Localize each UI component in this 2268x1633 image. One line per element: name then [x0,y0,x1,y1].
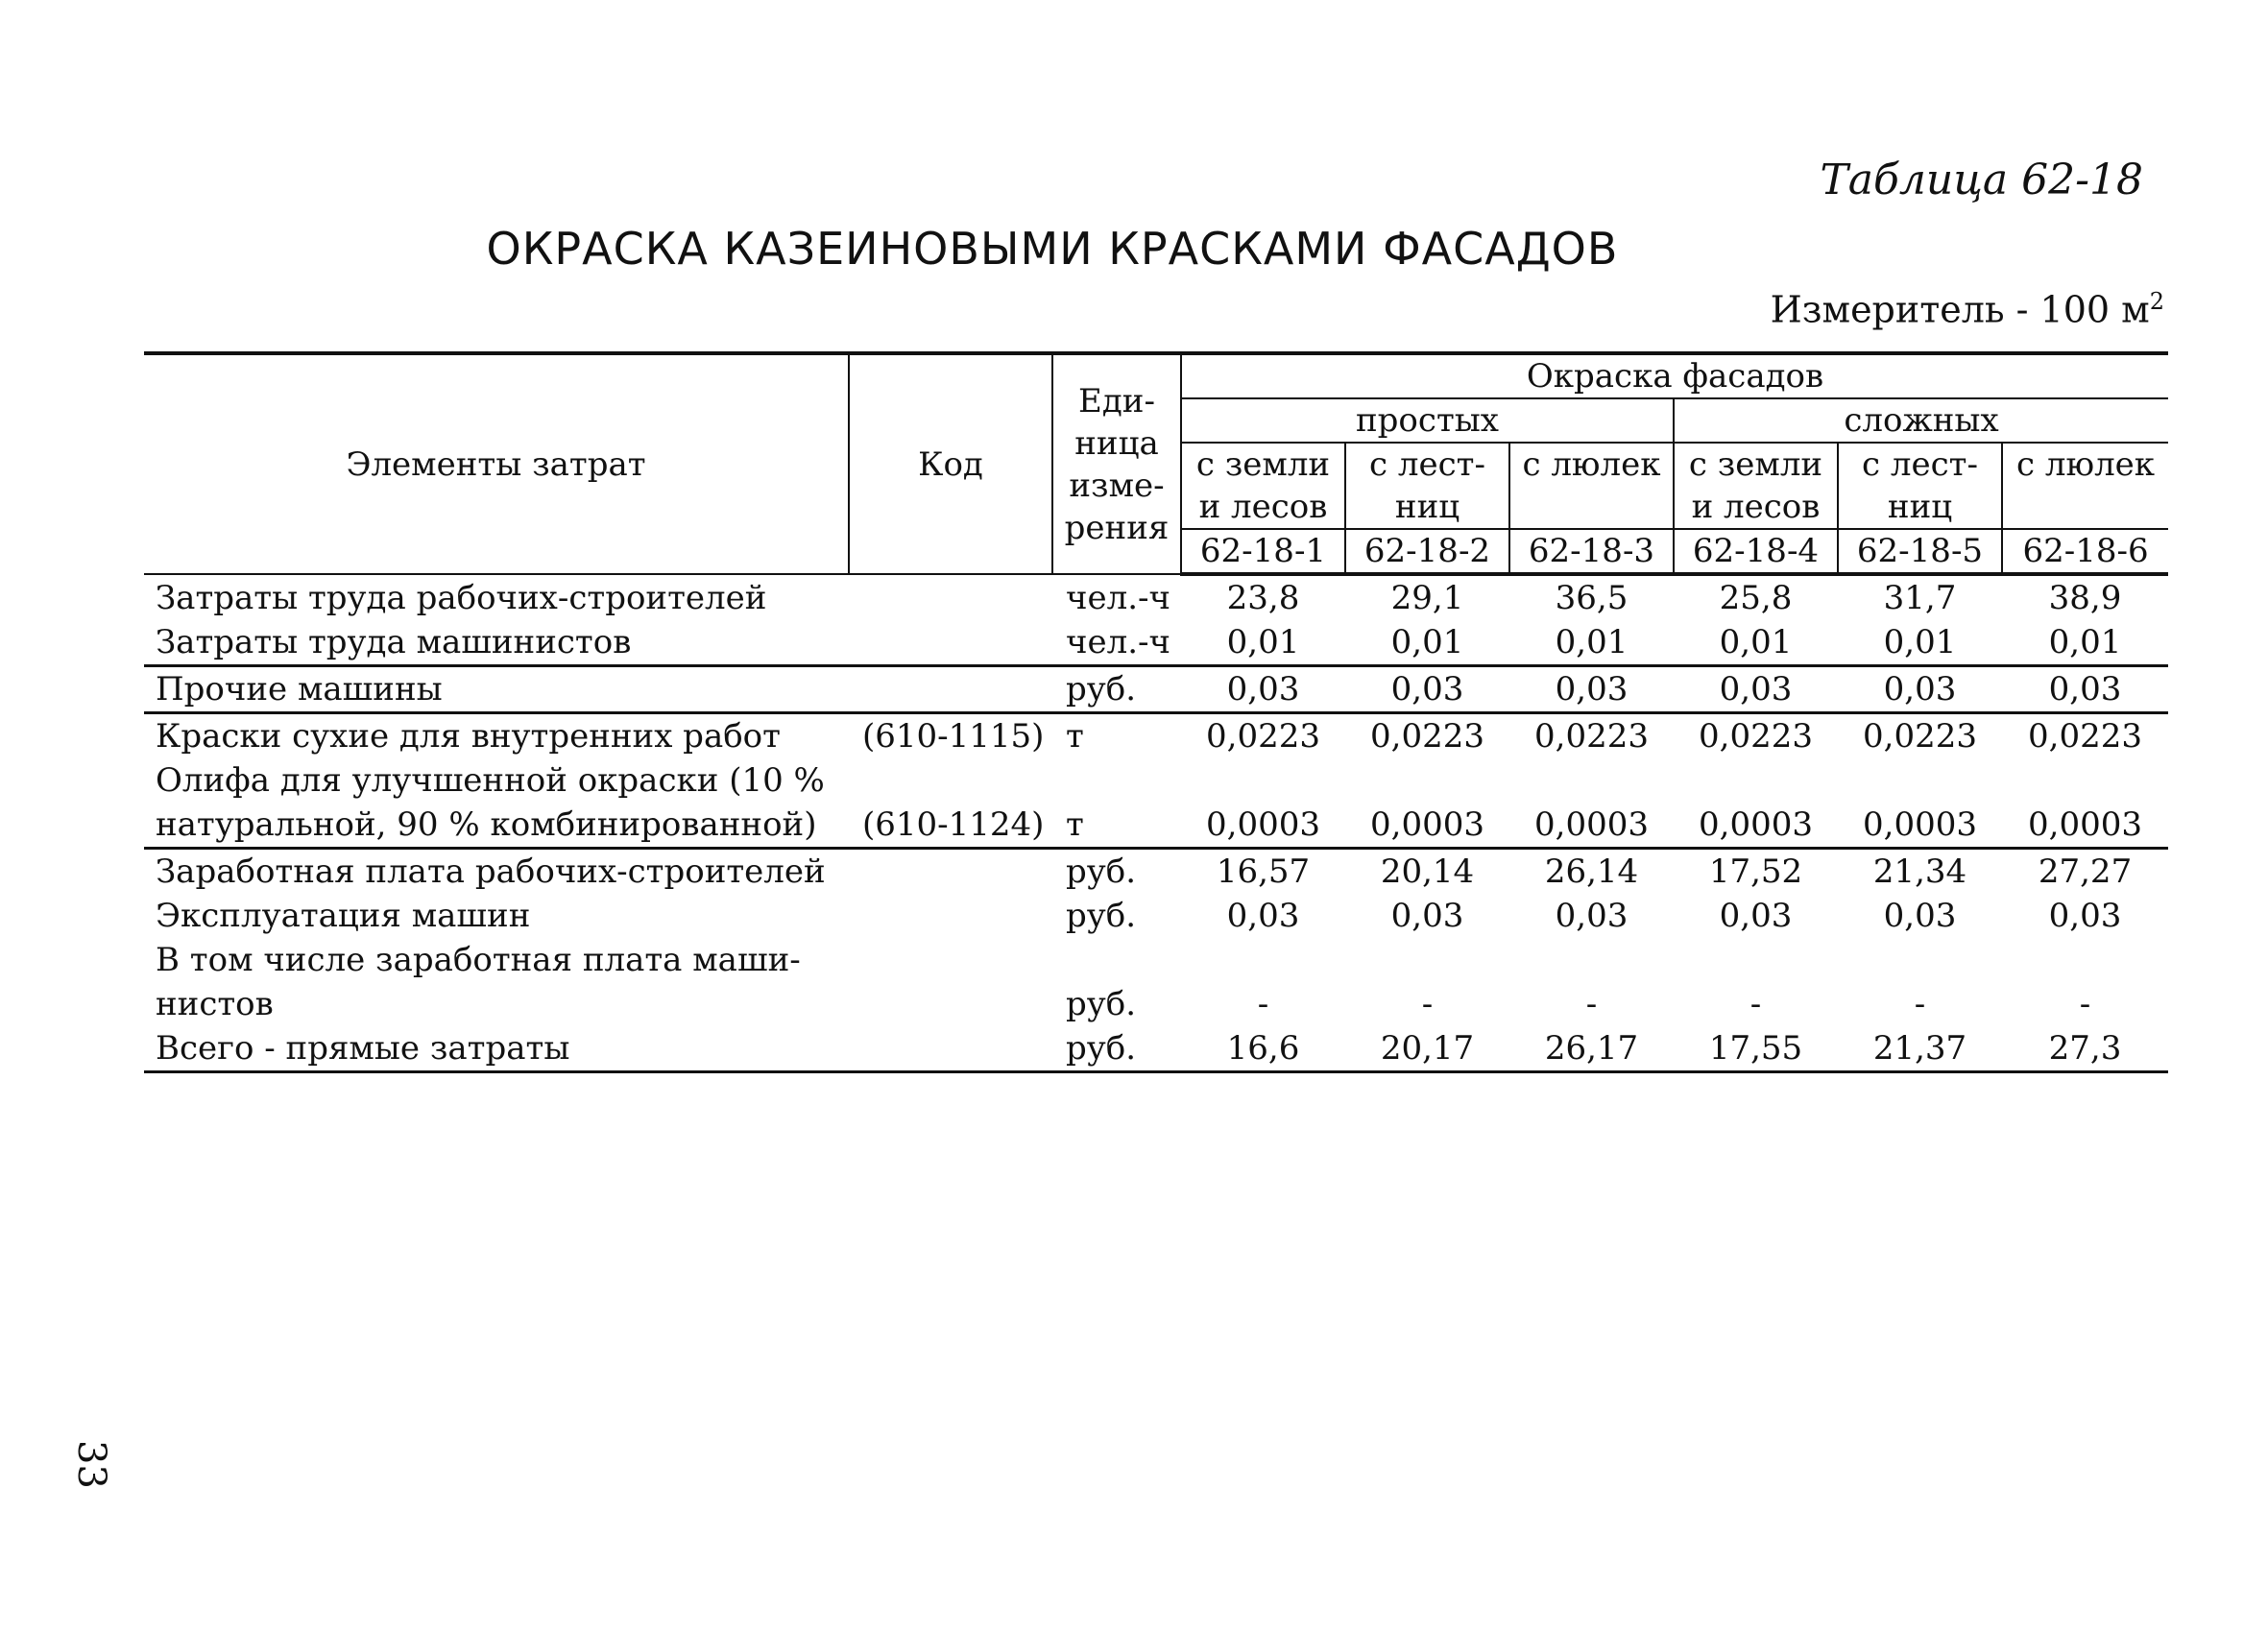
row-value: - [1749,985,1762,1023]
row-value: 0,0003 [1674,758,1838,849]
table-row [144,620,2168,666]
header-code-cell: 62-18-3 [1509,529,1674,574]
row-name: Эксплуатация машин [156,897,531,935]
header-unit-line: изме- [1069,466,1165,505]
header-sub: с лест- ниц [1345,443,1509,529]
row-value: 17,55 [1674,1026,1838,1072]
row-unit: т [1052,758,1181,849]
header-code-cell: 62-18-1 [1181,529,1345,574]
row-unit: руб. [1066,897,1137,935]
row-value: 20,17 [1345,1026,1509,1072]
row-unit: руб. [1066,985,1137,1023]
row-code [849,938,1052,1026]
row-value: 0,0003 [1181,758,1345,849]
row-unit: руб. [1052,666,1181,713]
page-title: ОКРАСКА КАЗЕИНОВЫМИ КРАСКАМИ ФАСАДОВ [486,223,1619,275]
row-name: В том числе заработная плата маши- нистов [156,941,801,1023]
measure-superscript: 2 [2149,288,2164,315]
row-value: 26,14 [1544,853,1639,891]
row-value: 0,0003 [1345,758,1509,849]
row-name: Прочие машины [144,666,849,713]
header-sub: с лест- ниц [1838,443,2002,529]
header-unit [1052,353,1181,574]
table-number: Таблица 62-18 [1820,156,2143,204]
header-simple: простых [1181,398,1674,443]
row-value: 0,0223 [1699,717,1813,756]
row-value: - [2079,985,2091,1023]
row-value: 31,7 [1883,579,1957,617]
row-value: 16,57 [1216,853,1311,891]
table-body [144,574,2168,1072]
row-value: 0,03 [1674,666,1838,713]
row-value: 17,52 [1708,853,1803,891]
row-value: 0,03 [1345,666,1509,713]
row-value: - [1257,985,1269,1023]
row-value: 0,03 [2002,666,2168,713]
header-unit-line: рения [1064,508,1170,547]
row-value: 27,3 [2002,1026,2168,1072]
row-value: 0,01 [1345,620,1509,666]
table-row [144,758,2168,849]
header-code-cell: 62-18-5 [1838,529,2002,574]
row-value: 0,0003 [1838,758,2002,849]
row-value: - [1585,985,1598,1023]
table-row [144,938,2168,1026]
header-elements: Элементы затрат [144,353,849,574]
row-value: 27,27 [2038,853,2133,891]
row-value: 20,14 [1380,853,1475,891]
row-code [849,620,1052,666]
row-value: 0,01 [1838,620,2002,666]
row-value: 0,01 [1674,620,1838,666]
header-sub: с земли и лесов [1181,443,1345,529]
row-value: 36,5 [1555,579,1629,617]
row-code: (610-1124) [849,758,1052,849]
row-name: Заработная плата рабочих-строителей [156,853,826,891]
row-value: 0,03 [1883,897,1957,935]
table-row [144,894,2168,938]
row-value: - [1421,985,1434,1023]
header-sub: с люлек [2002,443,2168,529]
row-value: 0,03 [2048,897,2122,935]
row-unit: чел.-ч [1052,620,1181,666]
row-unit: руб. [1066,853,1137,891]
page-number: 33 [69,1440,113,1489]
header-unit-line: ница [1074,423,1159,463]
header-unit-line: Еди- [1078,381,1155,420]
row-value: 0,03 [1226,897,1300,935]
header-code: Код [849,353,1052,574]
row-value: 26,17 [1509,1026,1674,1072]
row-name: Краски сухие для внутренних работ [156,717,781,756]
row-value: 0,0223 [1863,717,1977,756]
row-value: 0,0223 [1534,717,1649,756]
row-name: Олифа для улучшенной окраски (10 % натуральной, 90 % комбинированной) [144,758,849,849]
row-value: 0,0223 [1206,717,1320,756]
row-code [849,574,1052,620]
header-complex: сложных [1674,398,2168,443]
header-code-cell: 62-18-6 [2002,529,2168,574]
table-row [144,666,2168,713]
row-code: (610-1115) [862,717,1045,756]
row-value: 29,1 [1390,579,1464,617]
table-row [144,574,2168,620]
measure-unit [1771,288,2164,331]
row-value: 38,9 [2048,579,2122,617]
header-group: Окраска фасадов [1181,353,2168,398]
row-unit: чел.-ч [1066,579,1170,617]
row-unit: т [1066,717,1084,756]
table-header [144,353,2168,574]
cost-table [144,351,2168,1073]
row-value: 0,01 [1181,620,1345,666]
row-value: 16,6 [1181,1026,1345,1072]
row-value: 0,03 [1509,666,1674,713]
row-code [849,666,1052,713]
row-name: Затраты труда рабочих-строителей [156,579,767,617]
row-value: 0,01 [2002,620,2168,666]
measure-label: Измеритель - 100 м [1770,288,2150,331]
table-row [144,849,2168,895]
table-row [144,1026,2168,1072]
row-code [849,894,1052,938]
row-value: 25,8 [1719,579,1793,617]
row-value: 0,03 [1838,666,2002,713]
header-sub: с земли и лесов [1674,443,1838,529]
table-row [144,713,2168,759]
row-value: - [1914,985,1926,1023]
row-value: 0,03 [1390,897,1464,935]
row-value: 21,37 [1838,1026,2002,1072]
row-value: 0,0003 [1509,758,1674,849]
row-code [849,1026,1052,1072]
row-value: 0,03 [1555,897,1629,935]
row-value: 0,03 [1719,897,1793,935]
row-value: 0,03 [1181,666,1345,713]
row-value: 21,34 [1872,853,1967,891]
row-value: 23,8 [1226,579,1300,617]
row-value: 0,0223 [1370,717,1484,756]
row-value: 0,01 [1509,620,1674,666]
header-code-cell: 62-18-4 [1674,529,1838,574]
row-name: Всего - прямые затраты [144,1026,849,1072]
row-code [849,849,1052,895]
row-name: Затраты труда машинистов [144,620,849,666]
row-unit: руб. [1052,1026,1181,1072]
row-value: 0,0003 [2002,758,2168,849]
header-code-cell: 62-18-2 [1345,529,1509,574]
header-sub: с люлек [1509,443,1674,529]
row-value: 0,0223 [2028,717,2143,756]
